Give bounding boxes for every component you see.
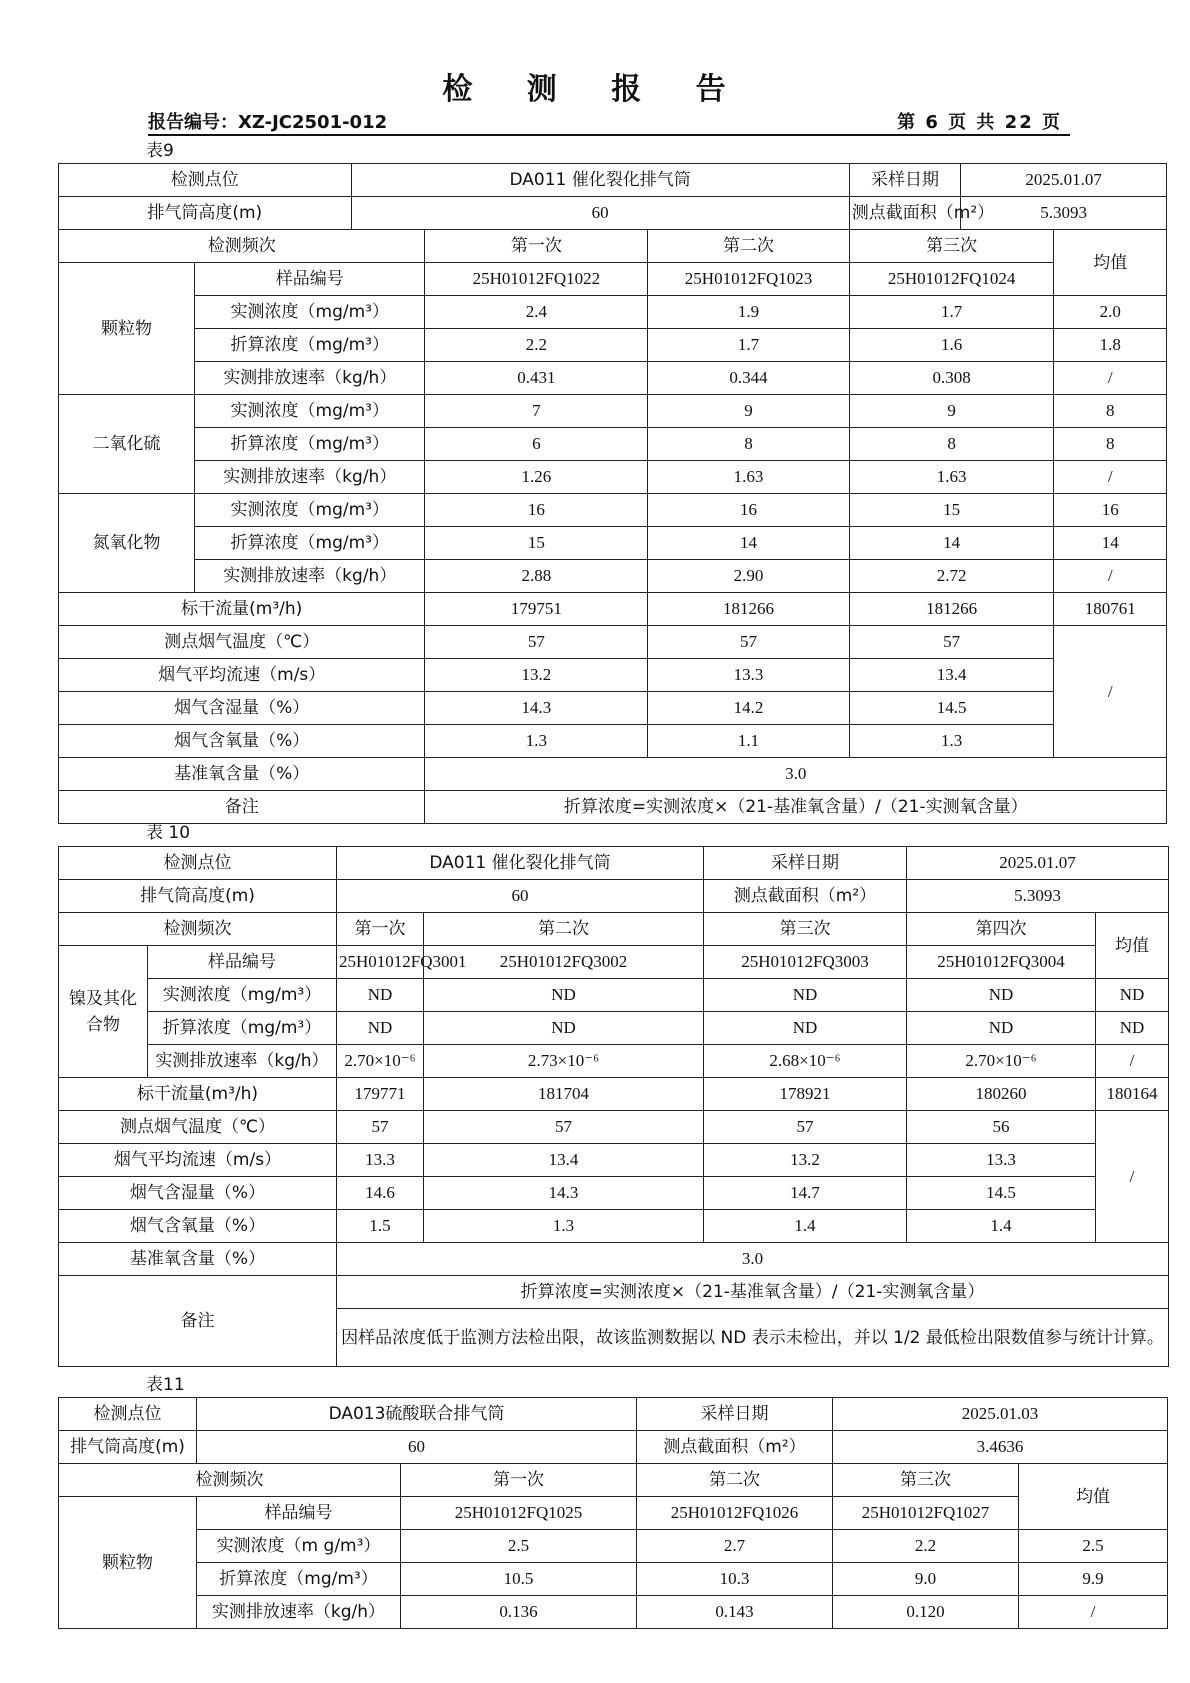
data-value: 2.5 bbox=[401, 1530, 637, 1563]
flow-label: 标干流量(m³/h) bbox=[59, 1078, 337, 1111]
data-value: 8 bbox=[648, 428, 849, 461]
data-value: 2.73×10⁻⁶ bbox=[424, 1045, 704, 1078]
data-value: 6 bbox=[425, 428, 648, 461]
data-value: 14.3 bbox=[424, 1177, 704, 1210]
data-value: 0.344 bbox=[648, 362, 849, 395]
param-label: 烟气含湿量（%） bbox=[59, 692, 425, 725]
param-label: 烟气平均流速（m/s） bbox=[59, 1144, 337, 1177]
avg-value: 180164 bbox=[1096, 1078, 1169, 1111]
data-value: 0.120 bbox=[833, 1596, 1019, 1629]
data-value: 16 bbox=[425, 494, 648, 527]
data-row bbox=[59, 1012, 1169, 1045]
date-value: 2025.01.03 bbox=[833, 1398, 1168, 1431]
header-row bbox=[59, 1431, 1168, 1464]
sample-id: 25H01012FQ1023 bbox=[648, 263, 849, 296]
data-value: 14.3 bbox=[425, 692, 648, 725]
freq-label: 检测频次 bbox=[59, 1464, 401, 1497]
date-value: 2025.01.07 bbox=[907, 847, 1169, 880]
data-value: ND bbox=[704, 1012, 907, 1045]
param-label: 烟气含湿量（%） bbox=[59, 1177, 337, 1210]
data-value: 2.4 bbox=[425, 296, 648, 329]
run-header: 第一次 bbox=[401, 1464, 637, 1497]
data-value: 10.5 bbox=[401, 1563, 637, 1596]
avg-value: 1.8 bbox=[1054, 329, 1167, 362]
metric-label: 实测排放速率（kg/h） bbox=[195, 461, 425, 494]
height-value: 60 bbox=[337, 880, 704, 913]
height-label: 排气筒高度(m) bbox=[59, 1431, 197, 1464]
data-value: 14 bbox=[849, 527, 1054, 560]
avg-value: / bbox=[1096, 1045, 1169, 1078]
report-number: 报告编号：XZ-JC2501-012 bbox=[148, 112, 388, 133]
sample-id: 25H01012FQ1027 bbox=[833, 1497, 1019, 1530]
pollutant-name: 镍及其化合物 bbox=[59, 946, 148, 1078]
data-value: 2.2 bbox=[425, 329, 648, 362]
data-value: ND bbox=[337, 979, 424, 1012]
sample-id: 25H01012FQ1026 bbox=[637, 1497, 833, 1530]
pollutant-name: 氮氧化物 bbox=[59, 494, 195, 593]
avg-value: / bbox=[1054, 362, 1167, 395]
data-value: 8 bbox=[849, 428, 1054, 461]
data-value: 1.4 bbox=[907, 1210, 1096, 1243]
data-value: ND bbox=[337, 1012, 424, 1045]
metric-label: 折算浓度（mg/m³） bbox=[195, 428, 425, 461]
data-value: 57 bbox=[648, 626, 849, 659]
point-value: DA013硫酸联合排气筒 bbox=[197, 1398, 637, 1431]
data-value: 2.70×10⁻⁶ bbox=[337, 1045, 424, 1078]
height-value: 60 bbox=[197, 1431, 637, 1464]
avg-value: / bbox=[1019, 1596, 1168, 1629]
data-value: 13.3 bbox=[337, 1144, 424, 1177]
data-value: 1.3 bbox=[849, 725, 1054, 758]
data-row bbox=[59, 296, 1167, 329]
data-value: 0.136 bbox=[401, 1596, 637, 1629]
height-label: 排气筒高度(m) bbox=[59, 197, 352, 230]
data-value: 180260 bbox=[907, 1078, 1096, 1111]
remark-label: 备注 bbox=[59, 1276, 337, 1367]
base-o2-label: 基准氧含量（%） bbox=[59, 758, 425, 791]
area-label: 测点截面积（m²） bbox=[849, 197, 960, 230]
area-value: 5.3093 bbox=[961, 197, 1167, 230]
flow-row bbox=[59, 593, 1167, 626]
data-value: ND bbox=[907, 1012, 1096, 1045]
pollutant-name: 颗粒物 bbox=[59, 263, 195, 395]
data-value: 13.4 bbox=[849, 659, 1054, 692]
pollutant-name: 二氧化硫 bbox=[59, 395, 195, 494]
avg-value: 9.9 bbox=[1019, 1563, 1168, 1596]
point-value: DA011 催化裂化排气筒 bbox=[351, 164, 849, 197]
data-row bbox=[59, 329, 1167, 362]
param-label: 烟气含氧量（%） bbox=[59, 725, 425, 758]
metric-label: 折算浓度（mg/m³） bbox=[148, 1012, 337, 1045]
avg-value: 2.5 bbox=[1019, 1530, 1168, 1563]
sample-id: 25H01012FQ3001 bbox=[337, 946, 424, 979]
avg-value: 8 bbox=[1054, 428, 1167, 461]
data-row bbox=[59, 461, 1167, 494]
point-label: 检测点位 bbox=[59, 847, 337, 880]
avg-value: / bbox=[1096, 1111, 1169, 1243]
data-value: 57 bbox=[424, 1111, 704, 1144]
data-value: ND bbox=[907, 979, 1096, 1012]
data-row bbox=[59, 494, 1167, 527]
data-value: 179771 bbox=[337, 1078, 424, 1111]
sample-id: 25H01012FQ3002 bbox=[424, 946, 704, 979]
run-header: 第三次 bbox=[833, 1464, 1019, 1497]
run-header: 第一次 bbox=[425, 230, 648, 263]
data-value: 1.4 bbox=[704, 1210, 907, 1243]
data-value: 57 bbox=[337, 1111, 424, 1144]
param-row bbox=[59, 626, 1167, 659]
base-o2-value: 3.0 bbox=[337, 1243, 1169, 1276]
sample-row bbox=[59, 263, 1167, 296]
report-title: 检 测 报 告 bbox=[442, 72, 748, 107]
avg-value: / bbox=[1054, 626, 1167, 758]
metric-label: 实测浓度（m g/m³） bbox=[197, 1530, 401, 1563]
avg-value: 8 bbox=[1054, 395, 1167, 428]
date-value: 2025.01.07 bbox=[961, 164, 1167, 197]
sample-label: 样品编号 bbox=[148, 946, 337, 979]
data-value: 9.0 bbox=[833, 1563, 1019, 1596]
data-value: 14.5 bbox=[907, 1177, 1096, 1210]
point-label: 检测点位 bbox=[59, 164, 352, 197]
data-value: 1.3 bbox=[425, 725, 648, 758]
data-value: 1.9 bbox=[648, 296, 849, 329]
data-value: 0.431 bbox=[425, 362, 648, 395]
flow-label: 标干流量(m³/h) bbox=[59, 593, 425, 626]
freq-row bbox=[59, 1464, 1168, 1497]
data-row bbox=[59, 395, 1167, 428]
run-header: 第三次 bbox=[849, 230, 1054, 263]
data-value: 13.3 bbox=[907, 1144, 1096, 1177]
freq-label: 检测频次 bbox=[59, 913, 337, 946]
metric-label: 折算浓度（mg/m³） bbox=[195, 527, 425, 560]
data-value: 181266 bbox=[648, 593, 849, 626]
avg-header: 均值 bbox=[1054, 230, 1167, 296]
sample-id: 25H01012FQ3003 bbox=[704, 946, 907, 979]
header-row bbox=[59, 197, 1167, 230]
data-value: 2.88 bbox=[425, 560, 648, 593]
table-10-label: 表 10 bbox=[146, 823, 191, 843]
data-value: 15 bbox=[425, 527, 648, 560]
remark-row bbox=[59, 1276, 1169, 1309]
data-value: 1.6 bbox=[849, 329, 1054, 362]
param-label: 测点烟气温度（℃） bbox=[59, 1111, 337, 1144]
area-label: 测点截面积（m²） bbox=[704, 880, 907, 913]
data-value: ND bbox=[424, 1012, 704, 1045]
data-row bbox=[59, 428, 1167, 461]
height-value: 60 bbox=[351, 197, 849, 230]
table-9-label: 表9 bbox=[146, 141, 174, 161]
data-value: 179751 bbox=[425, 593, 648, 626]
table-9 bbox=[58, 163, 1167, 824]
data-value: 178921 bbox=[704, 1078, 907, 1111]
metric-label: 折算浓度（mg/m³） bbox=[195, 329, 425, 362]
sample-id: 25H01012FQ1024 bbox=[849, 263, 1054, 296]
run-header: 第二次 bbox=[648, 230, 849, 263]
sample-id: 25H01012FQ3004 bbox=[907, 946, 1096, 979]
data-value: 9 bbox=[648, 395, 849, 428]
avg-header: 均值 bbox=[1096, 913, 1169, 979]
avg-value: / bbox=[1054, 461, 1167, 494]
data-value: 7 bbox=[425, 395, 648, 428]
param-row bbox=[59, 692, 1167, 725]
data-value: 14.2 bbox=[648, 692, 849, 725]
area-label: 测点截面积（m²） bbox=[637, 1431, 833, 1464]
data-value: 1.5 bbox=[337, 1210, 424, 1243]
metric-label: 实测浓度（mg/m³） bbox=[148, 979, 337, 1012]
data-value: 14.7 bbox=[704, 1177, 907, 1210]
base-o2-label: 基准氧含量（%） bbox=[59, 1243, 337, 1276]
data-value: 10.3 bbox=[637, 1563, 833, 1596]
base-o2-row bbox=[59, 1243, 1169, 1276]
avg-header: 均值 bbox=[1019, 1464, 1168, 1530]
point-label: 检测点位 bbox=[59, 1398, 197, 1431]
header-row bbox=[59, 164, 1167, 197]
param-row bbox=[59, 725, 1167, 758]
data-value: 14.5 bbox=[849, 692, 1054, 725]
header-row bbox=[59, 847, 1169, 880]
base-o2-row bbox=[59, 758, 1167, 791]
remark-label: 备注 bbox=[59, 791, 425, 824]
data-value: 13.2 bbox=[425, 659, 648, 692]
data-value: 57 bbox=[704, 1111, 907, 1144]
header-row bbox=[59, 1398, 1168, 1431]
data-row bbox=[59, 1596, 1168, 1629]
metric-label: 实测浓度（mg/m³） bbox=[195, 395, 425, 428]
data-value: 1.26 bbox=[425, 461, 648, 494]
avg-value: ND bbox=[1096, 979, 1169, 1012]
run-header: 第二次 bbox=[424, 913, 704, 946]
run-header: 第二次 bbox=[637, 1464, 833, 1497]
data-value: 2.70×10⁻⁶ bbox=[907, 1045, 1096, 1078]
data-row bbox=[59, 1563, 1168, 1596]
pollutant-name: 颗粒物 bbox=[59, 1497, 197, 1629]
data-row bbox=[59, 979, 1169, 1012]
param-row bbox=[59, 1111, 1169, 1144]
table-10 bbox=[58, 846, 1169, 1367]
data-value: 57 bbox=[849, 626, 1054, 659]
param-label: 烟气平均流速（m/s） bbox=[59, 659, 425, 692]
date-label: 采样日期 bbox=[849, 164, 960, 197]
report-header bbox=[148, 104, 1070, 136]
freq-label: 检测频次 bbox=[59, 230, 425, 263]
avg-value: 16 bbox=[1054, 494, 1167, 527]
sample-row bbox=[59, 1497, 1168, 1530]
area-value: 5.3093 bbox=[907, 880, 1169, 913]
date-label: 采样日期 bbox=[637, 1398, 833, 1431]
run-header: 第一次 bbox=[337, 913, 424, 946]
table-11-label: 表11 bbox=[146, 1375, 185, 1395]
header-row bbox=[59, 880, 1169, 913]
data-value: 9 bbox=[849, 395, 1054, 428]
data-value: 16 bbox=[648, 494, 849, 527]
param-row bbox=[59, 1177, 1169, 1210]
freq-row bbox=[59, 230, 1167, 263]
height-label: 排气筒高度(m) bbox=[59, 880, 337, 913]
data-value: 1.7 bbox=[849, 296, 1054, 329]
run-header: 第三次 bbox=[704, 913, 907, 946]
remark-text: 折算浓度=实测浓度×（21-基准氧含量）/（21-实测氧含量） bbox=[337, 1276, 1169, 1309]
param-label: 测点烟气温度（℃） bbox=[59, 626, 425, 659]
data-value: 13.4 bbox=[424, 1144, 704, 1177]
sample-label: 样品编号 bbox=[195, 263, 425, 296]
data-value: 2.2 bbox=[833, 1530, 1019, 1563]
data-value: 1.63 bbox=[849, 461, 1054, 494]
avg-value: ND bbox=[1096, 1012, 1169, 1045]
page-info: 第 6 页 共 22 页 bbox=[897, 112, 1062, 133]
data-value: ND bbox=[424, 979, 704, 1012]
data-value: 56 bbox=[907, 1111, 1096, 1144]
data-value: 13.2 bbox=[704, 1144, 907, 1177]
data-value: 0.308 bbox=[849, 362, 1054, 395]
data-row bbox=[59, 362, 1167, 395]
data-value: 1.1 bbox=[648, 725, 849, 758]
param-row bbox=[59, 659, 1167, 692]
param-row bbox=[59, 1144, 1169, 1177]
data-row bbox=[59, 1530, 1168, 1563]
remark-text: 因样品浓度低于监测方法检出限，故该监测数据以 ND 表示未检出，并以 1/2 最低检出限数值参与统计计算。 bbox=[337, 1309, 1169, 1367]
data-value: 1.7 bbox=[648, 329, 849, 362]
metric-label: 实测浓度（mg/m³） bbox=[195, 296, 425, 329]
table-11 bbox=[58, 1397, 1168, 1629]
data-row bbox=[59, 527, 1167, 560]
data-row bbox=[59, 1045, 1169, 1078]
metric-label: 实测排放速率（kg/h） bbox=[195, 560, 425, 593]
sample-label: 样品编号 bbox=[197, 1497, 401, 1530]
metric-label: 实测排放速率（kg/h） bbox=[195, 362, 425, 395]
data-value: ND bbox=[704, 979, 907, 1012]
base-o2-value: 3.0 bbox=[425, 758, 1167, 791]
avg-value: 180761 bbox=[1054, 593, 1167, 626]
data-value: 181704 bbox=[424, 1078, 704, 1111]
sample-id: 25H01012FQ1025 bbox=[401, 1497, 637, 1530]
data-row bbox=[59, 560, 1167, 593]
data-value: 1.63 bbox=[648, 461, 849, 494]
data-value: 13.3 bbox=[648, 659, 849, 692]
flow-row bbox=[59, 1078, 1169, 1111]
data-value: 14 bbox=[648, 527, 849, 560]
data-value: 14.6 bbox=[337, 1177, 424, 1210]
remark-text: 折算浓度=实测浓度×（21-基准氧含量）/（21-实测氧含量） bbox=[425, 791, 1167, 824]
date-label: 采样日期 bbox=[704, 847, 907, 880]
data-value: 181266 bbox=[849, 593, 1054, 626]
metric-label: 折算浓度（mg/m³） bbox=[197, 1563, 401, 1596]
data-value: 2.90 bbox=[648, 560, 849, 593]
metric-label: 实测浓度（mg/m³） bbox=[195, 494, 425, 527]
avg-value: 2.0 bbox=[1054, 296, 1167, 329]
freq-row bbox=[59, 913, 1169, 946]
data-value: 0.143 bbox=[637, 1596, 833, 1629]
data-value: 57 bbox=[425, 626, 648, 659]
avg-value: / bbox=[1054, 560, 1167, 593]
point-value: DA011 催化裂化排气筒 bbox=[337, 847, 704, 880]
param-row bbox=[59, 1210, 1169, 1243]
data-value: 2.68×10⁻⁶ bbox=[704, 1045, 907, 1078]
data-value: 2.72 bbox=[849, 560, 1054, 593]
metric-label: 实测排放速率（kg/h） bbox=[148, 1045, 337, 1078]
data-value: 15 bbox=[849, 494, 1054, 527]
area-value: 3.4636 bbox=[833, 1431, 1168, 1464]
metric-label: 实测排放速率（kg/h） bbox=[197, 1596, 401, 1629]
param-label: 烟气含氧量（%） bbox=[59, 1210, 337, 1243]
avg-value: 14 bbox=[1054, 527, 1167, 560]
remark-row bbox=[59, 791, 1167, 824]
sample-id: 25H01012FQ1022 bbox=[425, 263, 648, 296]
run-header: 第四次 bbox=[907, 913, 1096, 946]
sample-row bbox=[59, 946, 1169, 979]
data-value: 1.3 bbox=[424, 1210, 704, 1243]
data-value: 2.7 bbox=[637, 1530, 833, 1563]
